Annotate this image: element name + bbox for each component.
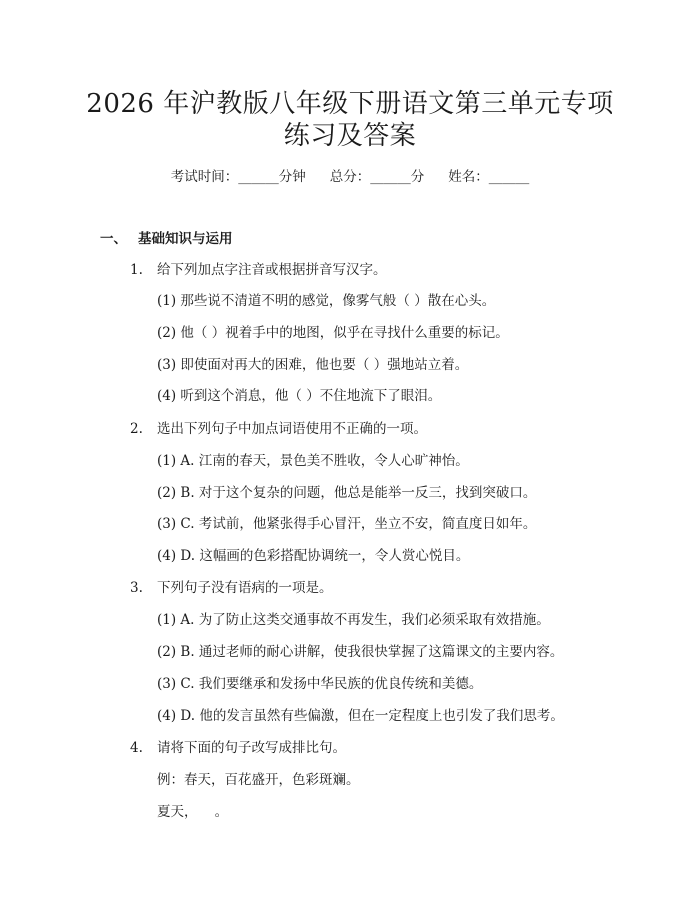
question-1: [130, 259, 387, 281]
question-text: 给下列加点字注音或根据拼音写汉字。: [157, 262, 387, 278]
exam-info-row: [0, 166, 700, 188]
question-1-item-4: (4) 听到这个消息，他（ ）不住地流下了眼泪。: [157, 388, 442, 404]
question-3-item-1: (1) A. 为了防止这类交通事故不再发生，我们必须采取有效措施。: [157, 612, 550, 628]
section-title: 基础知识与运用: [138, 231, 233, 247]
question-number: 4.: [130, 740, 143, 756]
question-text: 下列句子没有语病的一项是。: [157, 580, 333, 596]
student-name-field: 姓名：______: [448, 169, 530, 185]
section-heading: [100, 228, 233, 250]
question-4: [130, 737, 346, 759]
question-3: [130, 577, 333, 599]
question-1-item-3: (3) 即使面对再大的困难，他也要（ ）强地站立着。: [157, 357, 469, 373]
question-2-item-4: (4) D. 这幅画的色彩搭配协调统一，令人赏心悦目。: [157, 548, 470, 564]
page-title-line2: 练习及答案: [283, 121, 417, 151]
section-number: 一、: [100, 231, 127, 247]
exam-time-field: 考试时间：______分钟: [170, 169, 306, 185]
question-text: 选出下列句子中加点词语使用不正确的一项。: [157, 421, 427, 437]
question-number: 1.: [130, 262, 143, 278]
question-3-item-4: (4) D. 他的发言虽然有些偏激，但在一定程度上也引发了我们思考。: [157, 708, 564, 724]
question-text: 请将下面的句子改写成排比句。: [157, 740, 346, 756]
question-2: [130, 418, 427, 440]
question-3-item-2: (2) B. 通过老师的耐心讲解，使我很快掌握了这篇课文的主要内容。: [157, 644, 564, 660]
question-1-item-2: (2) 他（ ）视着手中的地图，似乎在寻找什么重要的标记。: [157, 325, 509, 341]
question-2-item-1: (1) A. 江南的春天，景色美不胜收，令人心旷神怡。: [157, 453, 469, 469]
question-1-item-1: (1) 那些说不清道不明的感觉，像雾气般（ ）散在心头。: [157, 293, 496, 309]
total-score-field: 总分：______分: [329, 169, 425, 185]
question-4-answer-line: 夏天， 。: [157, 804, 229, 820]
page-title-line1: 2026 年沪教版八年级下册语文第三单元专项: [86, 89, 614, 119]
question-2-item-3: (3) C. 考试前，他紧张得手心冒汗，坐立不安，简直度日如年。: [157, 516, 537, 532]
question-3-item-3: (3) C. 我们要继承和发扬中华民族的优良传统和美德。: [157, 676, 483, 692]
question-2-item-2: (2) B. 对于这个复杂的问题，他总是能举一反三，找到突破口。: [157, 485, 537, 501]
question-number: 3.: [130, 580, 143, 596]
question-number: 2.: [130, 421, 143, 437]
question-4-example: 例：春天，百花盛开，色彩斑斓。: [157, 772, 360, 788]
